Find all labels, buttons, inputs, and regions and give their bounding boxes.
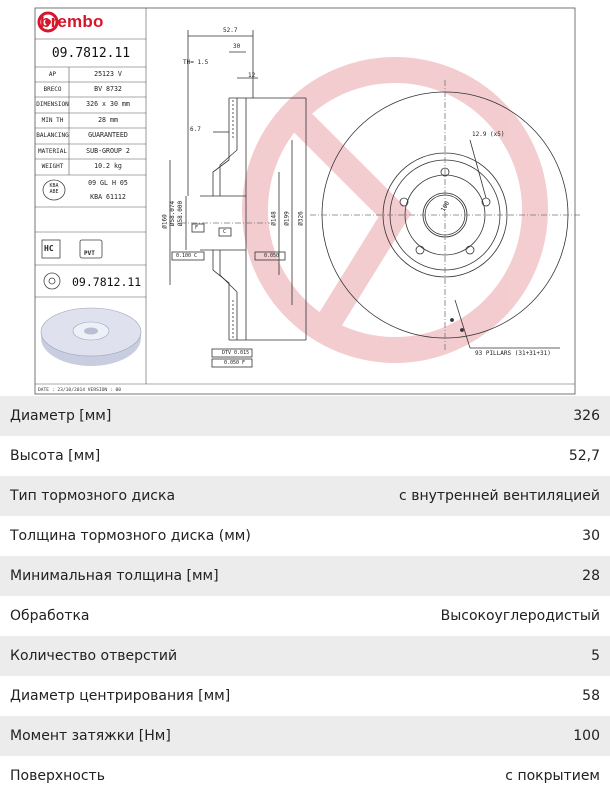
table-row xyxy=(0,516,610,556)
dim-d160: Ø160 xyxy=(161,214,169,229)
homologation-code: 09 GL H 05 xyxy=(88,179,128,187)
tolerance-parallel: 0.050 xyxy=(264,253,280,259)
spec-value: с покрытием xyxy=(505,768,600,784)
drawing-spec-row: WEIGHT 10.2 kg xyxy=(41,162,122,170)
dim-pcd: 100 xyxy=(439,200,452,213)
table-row xyxy=(0,476,610,516)
table-row xyxy=(0,676,610,716)
dim-d148: Ø148 xyxy=(270,211,278,226)
spec-label: Поверхность xyxy=(10,768,105,784)
dim-thickness: 30 xyxy=(233,43,241,50)
brembo-watermark xyxy=(255,70,535,350)
datum-c: C xyxy=(223,229,227,235)
dim-d58-lower: Ø58.000 xyxy=(177,200,185,227)
dim-th: TH= 1.5 xyxy=(183,59,209,66)
drawing-spec-row: BALANCING GUARANTEED xyxy=(36,131,128,139)
dim-pillars: 93 PILLARS (31+31+31) xyxy=(475,350,551,357)
spec-value: 52,7 xyxy=(568,448,600,464)
spec-label: Обработка xyxy=(10,608,90,624)
datum-f: F xyxy=(195,225,199,231)
technical-drawing xyxy=(0,0,610,396)
spec-value: 326 xyxy=(573,408,600,424)
spec-value: 28 xyxy=(582,568,600,584)
brand-logo-text: brembo xyxy=(40,12,104,31)
spec-label: Высота [мм] xyxy=(10,448,101,464)
drawing-spec-row: DIMENSION 326 x 30 mm xyxy=(36,100,130,108)
table-row xyxy=(0,556,610,596)
part-number-header: 09.7812.11 xyxy=(51,46,131,61)
spec-value: 100 xyxy=(573,728,600,744)
spec-value: Высокоуглеродистый xyxy=(440,608,600,624)
kba-code: KBA 61112 xyxy=(90,193,126,201)
spec-label: Количество отверстий xyxy=(10,648,178,664)
spec-label: Тип тормозного диска xyxy=(10,488,176,504)
spec-table xyxy=(0,396,610,796)
drawing-spec-row: BRECO BV 8732 xyxy=(43,85,122,93)
spec-label: Диаметр [мм] xyxy=(10,408,112,424)
tolerance-dtv: DTV 0.015 xyxy=(222,350,250,356)
part-number-footer: 09.7812.11 xyxy=(72,275,142,289)
drawing-spec-row: AP 25123 V xyxy=(48,70,122,78)
table-row xyxy=(0,436,610,476)
date-version-line: DATE : 23/10/2014 VERSION : 00 xyxy=(38,388,121,393)
spec-label: Минимальная толщина [мм] xyxy=(10,568,219,584)
drawing-spec-row: MATERIAL SUB-GROUP 2 xyxy=(38,147,130,155)
spec-value: 5 xyxy=(591,648,600,664)
dim-height: 52.7 xyxy=(223,27,238,34)
table-row xyxy=(0,396,610,436)
spec-label: Диаметр центрирования [мм] xyxy=(10,688,231,704)
hc-label: HC xyxy=(44,244,54,253)
dim-d326: Ø326 xyxy=(297,211,305,226)
spec-label: Момент затяжки [Нм] xyxy=(10,728,171,744)
spec-label: Толщина тормозного диска (мм) xyxy=(10,528,251,544)
tolerance-flatness: 0.050 F xyxy=(224,360,246,366)
table-row xyxy=(0,596,610,636)
table-row xyxy=(0,716,610,756)
table-row xyxy=(0,756,610,796)
dim-holes: 12.9 (x5) xyxy=(472,131,505,138)
dim-6-7: 6.7 xyxy=(190,126,201,133)
kba-badge-label: KBA ABE xyxy=(49,183,59,195)
table-row xyxy=(0,636,610,676)
spec-value: с внутренней вентиляцией xyxy=(399,488,600,504)
tolerance-runout: 0.100 C xyxy=(176,253,198,259)
drawing-spec-row: MIN TH 28 mm xyxy=(41,116,118,124)
dim-12: 12 xyxy=(248,72,256,79)
dim-d58: Ø58.074 xyxy=(169,200,177,227)
spec-value: 30 xyxy=(582,528,600,544)
pvt-label: PVT xyxy=(84,250,95,257)
spec-value: 58 xyxy=(582,688,600,704)
dim-d199: Ø199 xyxy=(283,211,291,226)
